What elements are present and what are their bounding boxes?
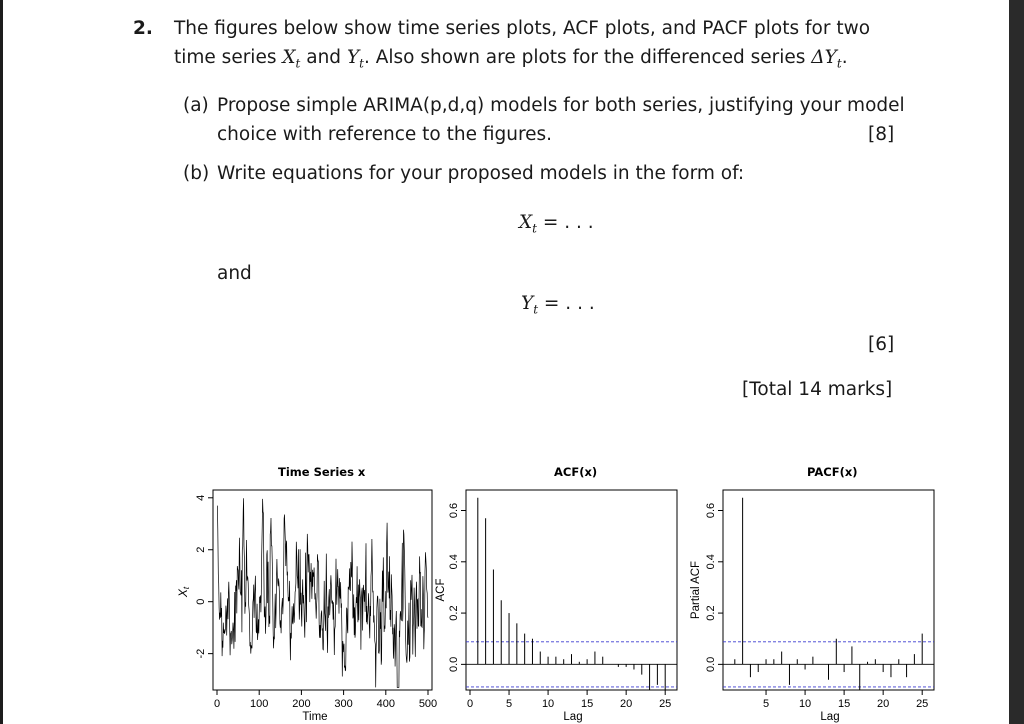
- acf-xtick-label: 25: [659, 698, 672, 710]
- x-symbol: X: [282, 47, 296, 68]
- acf-ytick-label: 0.0: [448, 656, 460, 673]
- delta-y-symbol: ΔY: [811, 47, 837, 68]
- acf-xtick-label: 10: [541, 698, 555, 710]
- pacf-xlabel: Lag: [820, 711, 840, 723]
- ts-xtick-label: 400: [376, 698, 395, 710]
- acf-ylabel: ACF: [435, 578, 447, 602]
- acf-xlabel: Lag: [563, 711, 583, 723]
- question-number: 2.: [133, 18, 153, 39]
- total-marks: [Total 14 marks]: [742, 379, 893, 400]
- acf-ytick-label: 0.2: [448, 605, 460, 621]
- acf-xtick-label: 20: [620, 698, 633, 710]
- y-symbol: Y: [346, 47, 360, 68]
- pacf-ytick-label: 0.6: [705, 502, 717, 519]
- svg-text:Xt: Xt: [176, 586, 191, 598]
- ts-title: Time Series x: [278, 465, 366, 479]
- ts-series-line: [217, 498, 428, 687]
- part-b-line: Write equations for your proposed models in the form of:: [217, 163, 745, 184]
- acf-title: ACF(x): [554, 465, 598, 479]
- part-a-line-2: choice with reference to the figures.: [217, 124, 553, 145]
- acf-plot: [430, 482, 690, 724]
- pacf-plot: [685, 482, 945, 724]
- pacf-xtick-label: 10: [798, 698, 812, 710]
- intro-line-2: time series $X_t$ and $Y_t$. Also shown are plots for the differenced series $\Delta Y_t$.: [174, 47, 848, 71]
- acf-xtick-label: 15: [580, 698, 594, 710]
- pacf-xtick-label: 15: [837, 698, 851, 710]
- pacf-ytick-label: 0.2: [705, 605, 717, 621]
- equation-x: $X_t$ = . . .: [519, 212, 594, 236]
- and-label: and: [217, 263, 252, 284]
- part-b-marks: [6]: [868, 334, 895, 355]
- ts-xlabel: Time: [302, 711, 328, 723]
- pacf-plot-frame: [723, 490, 934, 690]
- acf-xtick-label: 5: [505, 698, 513, 710]
- pacf-ylabel: Partial ACF: [690, 560, 702, 620]
- pacf-ytick-label: 0.4: [705, 554, 717, 570]
- part-a-line-1: Propose simple ARIMA(p,d,q) models for both series, justifying your model: [217, 95, 905, 116]
- equation-y: $Y_t$ = . . .: [521, 293, 595, 317]
- ts-ytick-label: 0: [195, 598, 207, 605]
- viewer-scrollbar[interactable]: [1009, 0, 1024, 724]
- pacf-xtick-label: 5: [762, 698, 770, 710]
- pacf-title: PACF(x): [807, 465, 858, 479]
- acf-ytick-label: 0.6: [448, 502, 460, 519]
- pacf-xtick-label: 25: [916, 698, 929, 710]
- ts-xtick-label: 200: [292, 698, 311, 710]
- part-a-label: (a): [183, 95, 209, 116]
- acf-ytick-label: 0.4: [448, 554, 460, 570]
- ts-ytick-label: 4: [195, 494, 207, 501]
- part-a-marks: [8]: [868, 124, 895, 145]
- pacf-ytick-label: 0.0: [705, 656, 717, 673]
- part-b-label: (b): [183, 163, 210, 184]
- pacf-xtick-label: 20: [877, 698, 890, 710]
- ts-ylabel: [176, 586, 191, 598]
- acf-xtick-label: 0: [466, 698, 474, 710]
- ts-ytick-label: -2: [195, 648, 207, 659]
- ts-xtick-label: 100: [250, 698, 269, 710]
- intro-line-1: The figures below show time series plots, ACF plots, and PACF plots for two: [174, 18, 871, 39]
- ts-xtick-label: 300: [334, 698, 353, 710]
- ts-xtick-label: 0: [213, 698, 221, 710]
- ts-ytick-label: 2: [195, 546, 207, 553]
- time-series-plot: [170, 482, 440, 724]
- ts-xtick-label: 500: [418, 698, 438, 710]
